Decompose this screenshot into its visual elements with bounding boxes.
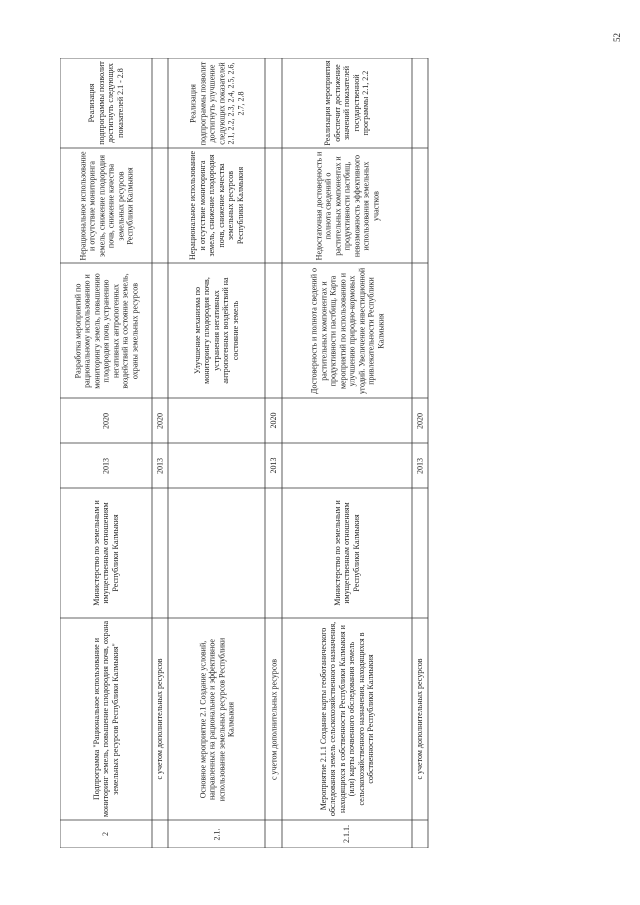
- cell-link: Реализация подпрограммы позволит достигнуть улучшение следующих показателей 2.1, 2.2, 2.3, 2.4, 2.5, 2.6, 2.7, 2.8: [188, 61, 245, 145]
- cell-start: 2013: [155, 457, 165, 474]
- cell-start: 2013: [101, 457, 111, 474]
- cell-consequences: Нерациональное использование и отсутствие мониторинга земель, снижение плодородия почв, снижение качества земельных ресурсов Республики Калмыкия: [188, 151, 245, 261]
- cell-link: Реализация мероприятия обеспечит достижение значений показателей государственной программы 2.1, 2.2: [323, 60, 371, 146]
- cell-executor: Министерство по земельным и имущественным отношениям Республики Калмыкия: [332, 500, 361, 606]
- cell-code: 2.1.: [211, 828, 221, 840]
- cell-code: 2.1.1.: [342, 825, 352, 843]
- cell-name: с учетом дополнительных ресурсов: [155, 658, 165, 780]
- page-number: 52: [612, 33, 622, 42]
- measures-table: [60, 58, 600, 848]
- cell-result: Улучшение механизма по мониторингу плодородия почв, устранения негативных антропогенных воздействий на состояние земель: [192, 277, 240, 384]
- cell-link: Реализация подпрограммы позволит достигнуть следующих показателей 2.1 - 2.8: [87, 61, 125, 145]
- cell-result: Достоверность и полнота сведений о растительных компонентах и продуктивности пастбищ. Карта мероприятий по использованию и улучшению природно-кормовых угодий. Увеличение инвестиционной привлекательности Республики Калмыкия: [309, 267, 385, 394]
- cell-end: 2020: [155, 412, 165, 429]
- cell-executor: Министерство по земельным и имущественным отношениям Республики Калмыкия: [91, 500, 120, 606]
- cell-start: 2013: [268, 457, 278, 474]
- cell-consequences: Недостаточная достоверность и полнота сведений о растительных компонентах и продуктивности пастбищ, невозможность эффективного использования земельных участков: [313, 151, 380, 260]
- cell-name: Основное мероприятие 2.1 Создание условий, направленных на рациональное и эффективное использование земельных ресурсов Республики Калмыкия: [197, 637, 235, 801]
- cell-name: Мероприятие 2.1.1 Создание карты геоботанического обследования земель сельскохозяйственного назначения, находящихся в собственности Республики Калмыкия и (или) карты почвенного обследования земель сельскохозяйственного назначения, находящихся в собственности Республики Калмыкия: [318, 621, 375, 817]
- cell-consequences: Нерациональное использование и отсутствие мониторинга земель, снижение плодородия почв, снижение качества земельных ресурсов Республики Калмыкия: [77, 151, 134, 261]
- cell-start: 2013: [415, 457, 425, 474]
- cell-name: Подпрограмма "Рациональное использование и мониторинг земель, повышение плодородия почв, охрана земельных ресурсов Республики Калмыкия": [91, 620, 120, 818]
- cell-code: 2: [101, 832, 111, 836]
- cell-end: 2020: [415, 412, 425, 429]
- cell-end: 2020: [101, 412, 111, 429]
- cell-end: 2020: [268, 412, 278, 429]
- cell-name: с учетом дополнительных ресурсов: [268, 658, 278, 780]
- cell-name: с учетом дополнительных ресурсов: [415, 658, 425, 780]
- cell-result: Разработка мероприятий по рациональному использованию и мониторингу земель, повышению плодородия почв, устранению негативных антропогенных воздействий на состояние земель, охраны земельных ресурсов: [72, 272, 139, 389]
